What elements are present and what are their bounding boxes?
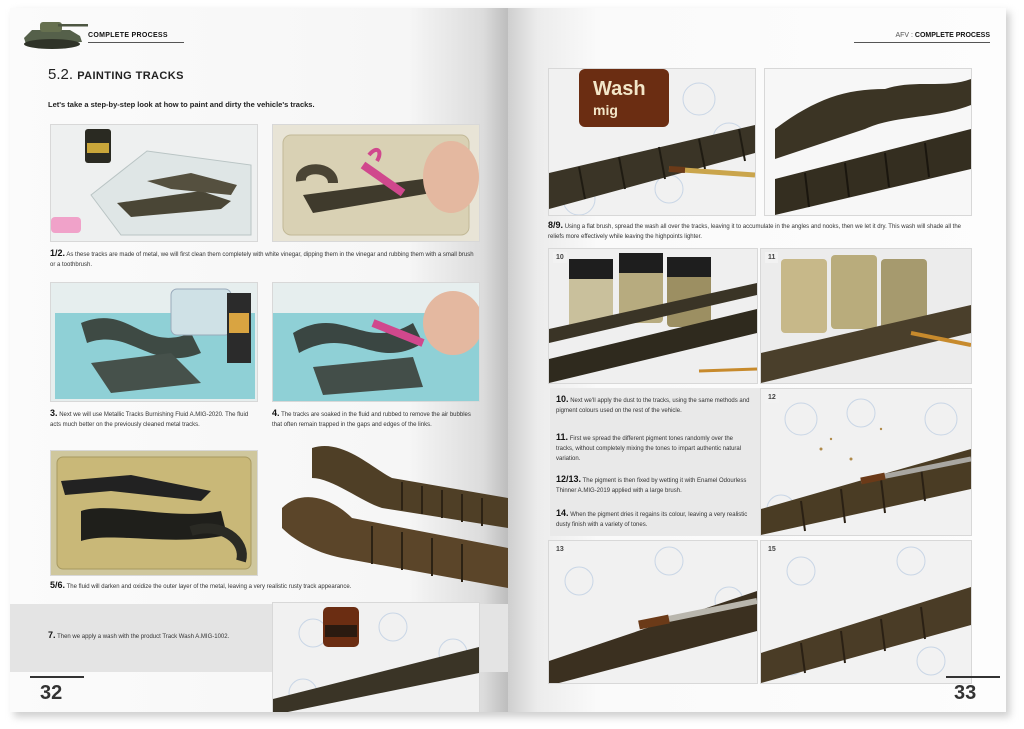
- caption-text: Next we will use Metallic Tracks Burnishing Fluid A.MIG-2020. The fluid acts much better on the previously cleaned metal tracks.: [50, 412, 249, 428]
- caption-step-4: [272, 408, 482, 430]
- photo-wet-pigment: [548, 540, 758, 684]
- page-number-rule: [30, 676, 84, 678]
- caption-step-11: [556, 432, 752, 464]
- photo-dusty-finish: [760, 540, 972, 684]
- caption-step-1-2: [50, 248, 480, 270]
- photo-tag: 15: [765, 544, 779, 555]
- caption-step-10: [556, 394, 752, 416]
- caption-text: As these tracks are made of metal, we will first clean them completely with white vinegar, dipping them in the vinegar and rubbing them with a small brush or a toothbrush.: [50, 252, 474, 268]
- photo-tag: 12: [765, 392, 779, 403]
- mig-label-text: mig: [593, 102, 618, 118]
- caption-text: When the pigment dries it regains its colour, leaving a very realistic dusty finish with a variety of tones.: [556, 512, 748, 528]
- step-number: 11.: [556, 432, 569, 442]
- photo-tracks-vinegar-tray: [50, 124, 258, 242]
- magazine-spread: [10, 8, 1006, 712]
- photo-brushing-tracks-vinegar: [272, 124, 480, 242]
- photo-track-wash-jar: [272, 602, 480, 712]
- left-page: [10, 8, 508, 712]
- tank-icon: [18, 10, 90, 52]
- caption-step-3: [50, 408, 258, 430]
- section-number: 5.2.: [48, 66, 74, 83]
- header-label: COMPLETE PROCESS: [88, 32, 168, 39]
- header-label: [895, 32, 990, 39]
- step-number: 14.: [556, 508, 569, 518]
- caption-text: The pigment is then fixed by wetting it with Enamel Odourless Thinner A.MIG-2019 applied with a large brush.: [556, 478, 747, 494]
- step-number: 4.: [272, 408, 280, 418]
- page-number: 33: [954, 682, 977, 704]
- photo-rusty-tracks-cutout: [272, 438, 508, 594]
- caption-text: Then we apply a wash with the product Track Wash A.MIG-1002.: [57, 634, 230, 640]
- photo-wash-application: [548, 68, 756, 216]
- page-number: 32: [40, 682, 63, 704]
- step-number: 10.: [556, 394, 569, 404]
- header-prefix: AFV :: [895, 32, 913, 39]
- photo-burnishing-fluid-pour: [50, 282, 258, 402]
- photo-fixing-pigment: [760, 388, 972, 536]
- photo-tag: 13: [553, 544, 567, 555]
- wash-label-text: Wash: [593, 78, 646, 100]
- caption-text: First we spread the different pigment tones randomly over the tracks, without completely mixing the tones to impart authentic natural variation.: [556, 436, 742, 462]
- section-heading: PAINTING TRACKS: [77, 70, 184, 82]
- caption-text: Next we'll apply the dust to the tracks, using the same methods and pigment colours used on the rest of the vehicle.: [556, 398, 750, 414]
- step-number: 8/9.: [548, 220, 564, 230]
- step-number: 7.: [48, 630, 56, 640]
- caption-step-5-6: [50, 580, 380, 592]
- caption-step-7: [48, 630, 229, 640]
- caption-step-12-13: [556, 474, 752, 496]
- caption-text: The fluid will darken and oxidize the outer layer of the metal, leaving a very realistic rusty track appearance.: [66, 584, 352, 590]
- step-number: 12/13.: [556, 474, 582, 484]
- photo-pigment-jars: [548, 248, 758, 384]
- caption-step-14: [556, 508, 752, 530]
- photo-washed-tracks: [764, 68, 972, 216]
- photo-scrubbing-in-fluid: [272, 282, 480, 402]
- caption-step-8-9: [548, 220, 972, 242]
- photo-tag: 11: [765, 252, 778, 263]
- step-number: 3.: [50, 408, 58, 418]
- header-rule: [854, 42, 990, 43]
- photo-tag: 10: [553, 252, 567, 263]
- section-title: [48, 66, 184, 83]
- caption-text: The tracks are soaked in the fluid and rubbed to remove the air bubbles that often remain trapped in the gaps and edges of the links.: [272, 412, 471, 428]
- header-title: COMPLETE PROCESS: [914, 32, 990, 39]
- photo-pigment-application: [760, 248, 972, 384]
- step-number: 1/2.: [50, 248, 66, 258]
- photo-tracks-darkening-in-fluid: [50, 450, 258, 576]
- right-page: [508, 8, 1006, 712]
- header-rule: [88, 42, 184, 43]
- page-number-rule: [946, 676, 1000, 678]
- step-number: 5/6.: [50, 580, 66, 590]
- caption-text: Using a flat brush, spread the wash all over the tracks, leaving it to accumulate in the angles and nooks, then we let it dry. This wash will shade all the reliefs more effectively while leaving the highpoints lighter.: [548, 224, 962, 240]
- intro-text: Let's take a step-by-step look at how to paint and dirty the vehicle's tracks.: [48, 100, 315, 109]
